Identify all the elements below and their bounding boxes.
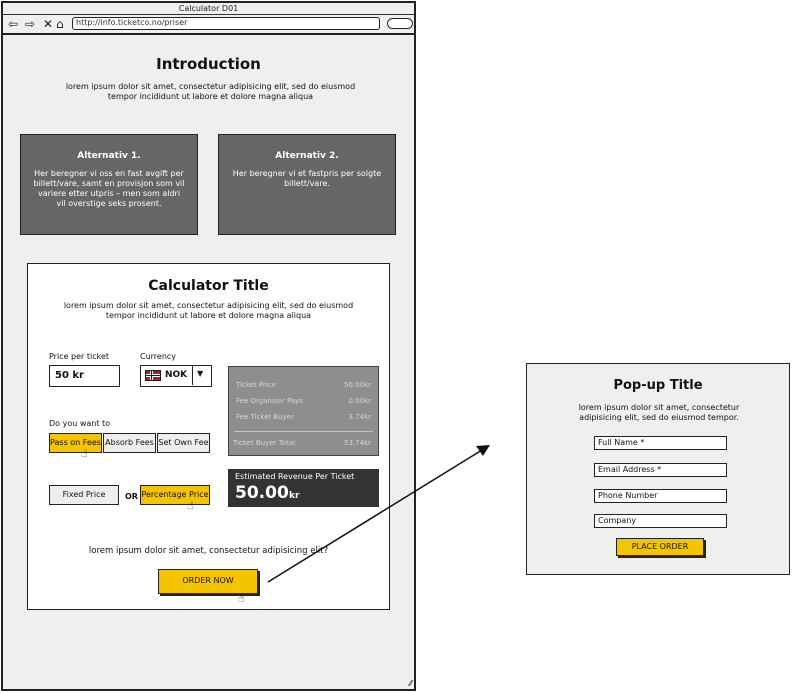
summary-total-label: Ticket Buyer Total bbox=[233, 439, 296, 447]
intro-text-2: tempor incididunt ut labore et dolore magna aliqua bbox=[107, 92, 314, 101]
summary-label: Fee Ticket Buyer bbox=[236, 413, 294, 421]
revenue-unit: kr bbox=[289, 491, 300, 501]
resize-grip-icon[interactable]: ⁄⁄ bbox=[409, 679, 412, 688]
hand-pointer-icon: ☝ bbox=[187, 499, 194, 512]
calculator-text-1: lorem ipsum dolor sit amet, consectetur adipisicing elit, sed do eiusmod bbox=[63, 301, 354, 310]
summary-label: Ticket Price bbox=[236, 381, 277, 389]
phone-field[interactable]: Phone Number bbox=[594, 489, 727, 503]
popup-text-2: adipisicing elit, sed do eiusmod tempor. bbox=[579, 413, 739, 422]
popup-text-1: lorem ipsum dolor sit amet, consectetur bbox=[578, 403, 740, 412]
summary-total-value: 53.74kr bbox=[344, 439, 371, 447]
currency-value: NOK bbox=[165, 370, 188, 380]
percentage-price-button[interactable]: Percentage Price bbox=[140, 485, 210, 505]
email-field[interactable]: Email Address * bbox=[594, 463, 727, 477]
forward-arrow-icon[interactable]: ⇨ bbox=[25, 17, 36, 31]
alternative-title-1: Alternativ 1. bbox=[77, 151, 141, 161]
close-icon[interactable]: ✕ bbox=[43, 17, 54, 31]
calculator-text-2: tempor incididunt ut labore et dolore magna aliqua bbox=[105, 311, 312, 320]
revenue-label: Estimated Revenue Per Ticket bbox=[235, 472, 355, 481]
order-now-button[interactable]: ORDER NOW bbox=[158, 569, 258, 594]
summary-value: 3.74kr bbox=[348, 413, 371, 421]
hand-pointer-icon: ☝ bbox=[238, 592, 245, 605]
or-label: OR bbox=[125, 492, 138, 501]
full-name-field[interactable]: Full Name * bbox=[594, 436, 727, 450]
summary-value: 0.00kr bbox=[348, 397, 371, 405]
page-title: Introduction bbox=[156, 55, 261, 73]
hand-pointer-icon: ☝ bbox=[81, 447, 88, 460]
popup-title: Pop-up Title bbox=[613, 378, 703, 393]
intro-text-1: lorem ipsum dolor sit amet, consectetur adipisicing elit, sed do eiusmod bbox=[65, 82, 356, 91]
address-bar[interactable]: http://info.ticketco.no/priser bbox=[72, 17, 380, 30]
alternative-title-2: Alternativ 2. bbox=[275, 151, 339, 161]
home-icon[interactable]: ⌂ bbox=[56, 17, 64, 31]
order-question: lorem ipsum dolor sit amet, consectetur adipisicing elit? bbox=[88, 546, 329, 556]
set-own-fee-button[interactable]: Set Own Fee bbox=[157, 433, 210, 453]
absorb-fees-button[interactable]: Absorb Fees bbox=[103, 433, 156, 453]
currency-label: Currency bbox=[140, 352, 177, 361]
order-popup bbox=[526, 363, 790, 575]
place-order-button[interactable]: PLACE ORDER bbox=[616, 538, 704, 556]
window-title: Calculator D01 bbox=[3, 3, 414, 15]
fixed-price-button[interactable]: Fixed Price bbox=[49, 485, 119, 505]
price-label: Price per ticket bbox=[49, 352, 110, 361]
alternative-text-1: Her beregner vi oss en fast avgift per billett/vare, samt en provisjon som vil variere etter utpris – men som aldri vil overstige seks prosent. bbox=[33, 169, 185, 208]
back-arrow-icon[interactable]: ⇦ bbox=[8, 17, 19, 31]
want-label: Do you want to bbox=[49, 419, 111, 428]
alternative-text-2: Her beregner vi et fastpris per solgte billett/vare. bbox=[232, 169, 382, 188]
chevron-down-icon[interactable]: ▼ bbox=[197, 369, 204, 378]
revenue-value: 50.00 bbox=[235, 483, 289, 503]
summary-label: Fee Organizer Pays bbox=[236, 397, 303, 405]
calculator-title: Calculator Title bbox=[148, 278, 269, 294]
company-field[interactable]: Company bbox=[594, 514, 727, 528]
pass-on-fees-button[interactable]: Pass on Fees bbox=[49, 433, 102, 453]
price-input[interactable]: 50 kr bbox=[49, 365, 120, 387]
summary-value: 50.00kr bbox=[344, 381, 371, 389]
